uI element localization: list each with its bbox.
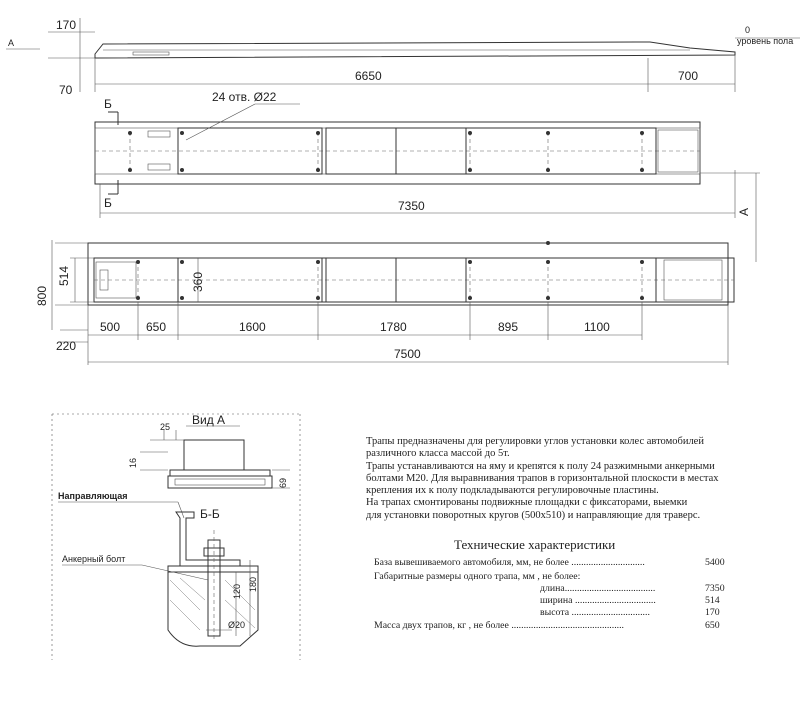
seg-895: 895 [498, 320, 519, 334]
description-block [366, 436, 766, 522]
seg-500: 500 [100, 320, 121, 334]
spec-label-length: длина..................................... [540, 583, 656, 594]
spec-label-dimensions: Габаритные размеры одного трапа, мм , не более: [374, 571, 581, 582]
section-b-top: Б [104, 97, 112, 111]
dim-220: 220 [56, 339, 77, 353]
spec-value-base: 5400 [705, 557, 725, 568]
section-b-bottom: Б [104, 196, 112, 210]
dim-800: 800 [35, 285, 49, 306]
dim-700: 700 [678, 69, 699, 83]
dim-360: 360 [191, 271, 205, 292]
description-line: Трапы устанавливаются на яму и крепятся к полу 24 разжимными анкерными [366, 460, 715, 472]
dim-6650: 6650 [355, 69, 382, 83]
view-a-label: Вид А [192, 413, 226, 427]
description-line: На трапах смонтированы подвижные площадки с фиксаторами, выемки [366, 497, 688, 509]
spec-label-base: База вывешиваемого автомобиля, мм, не более .............................. [374, 557, 645, 568]
spec-label-width: ширина ................................. [540, 595, 656, 606]
dim-120: 120 [232, 583, 242, 599]
layout-view [35, 240, 734, 365]
specs-title: Технические характеристики [454, 537, 616, 552]
spec-value-mass: 650 [705, 620, 720, 631]
dim-7500: 7500 [394, 347, 421, 361]
anchor-bolt-label: Анкерный болт [62, 554, 126, 564]
guide-label: Направляющая [58, 491, 128, 501]
dim-180: 180 [248, 576, 258, 592]
label-a-side: А [8, 38, 15, 48]
dim-514: 514 [57, 265, 71, 286]
description-line: для установки поворотных кругов (500х510) и направляющие для траверс. [366, 509, 701, 521]
seg-650: 650 [146, 320, 167, 334]
description-line: болтами М20. Для выравнивания трапов в горизонтальной плоскости в местах [366, 472, 719, 484]
holes-label: 24 отв. Ø22 [212, 90, 277, 104]
side-view [6, 18, 800, 97]
floor-level-label: уровень пола [737, 36, 794, 46]
zero-mark: 0 [745, 25, 751, 35]
description-line: крепления их к полу подкладываются регулировочные пластины. [366, 485, 659, 497]
dim-7350: 7350 [398, 199, 425, 213]
seg-1600: 1600 [239, 320, 266, 334]
dim-d20: Ø20 [228, 620, 246, 630]
spec-label-mass: Масса двух трапов, кг , не более .............................................. [374, 620, 624, 631]
description-line: Трапы предназначены для регулировки углов установки колес автомобилей [366, 436, 704, 447]
dim-16: 16 [128, 457, 138, 468]
label-a-plan: А [737, 207, 751, 216]
detail-view [52, 413, 300, 660]
description-line: различного класса массой до 5т. [366, 448, 510, 460]
spec-value-width: 514 [705, 595, 720, 606]
spec-value-length: 7350 [705, 583, 725, 594]
seg-1780: 1780 [380, 320, 407, 334]
dim-25: 25 [160, 422, 171, 432]
dim-69: 69 [278, 477, 288, 488]
section-bb-label: Б-Б [200, 507, 220, 521]
seg-1100: 1100 [584, 320, 610, 334]
spec-value-height: 170 [705, 607, 720, 618]
plan-view [95, 90, 760, 262]
spec-label-height: высота ................................ [540, 607, 650, 618]
dim-70: 70 [59, 83, 73, 97]
dim-170: 170 [56, 18, 77, 32]
